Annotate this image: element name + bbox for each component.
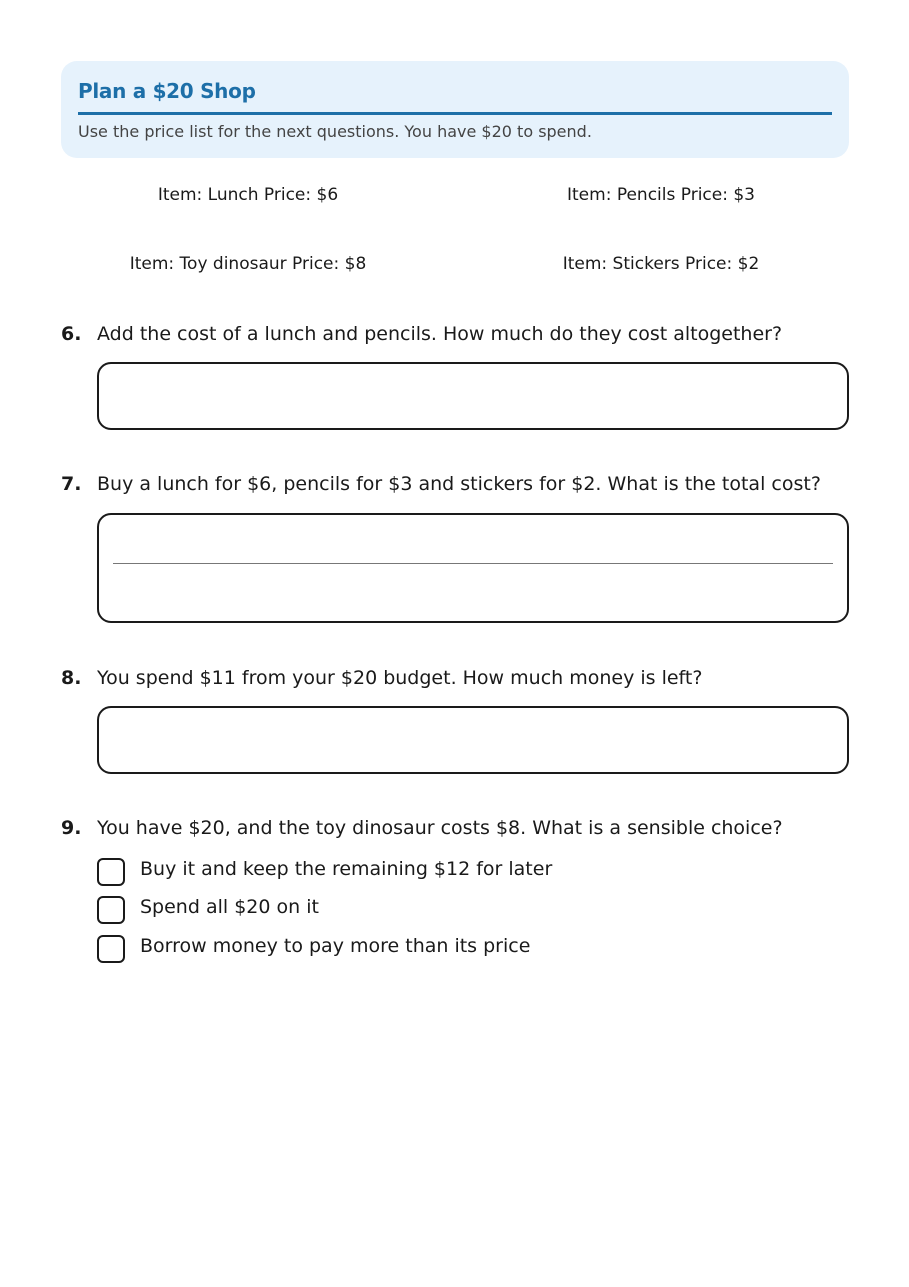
question-7-answer-box[interactable] — [97, 513, 849, 623]
checkbox[interactable] — [97, 935, 125, 963]
question-8-text: You spend $11 from your $20 budget. How much money is left? — [97, 667, 703, 689]
question-9-text: You have $20, and the toy dinosaur costs $8. What is a sensible choice? — [97, 817, 783, 839]
section-title: Plan a $20 Shop — [78, 79, 256, 103]
option-label: Borrow money to pay more than its price — [140, 935, 531, 957]
question-8-number: 8. — [61, 667, 82, 689]
title-divider — [78, 112, 832, 115]
checkbox[interactable] — [97, 896, 125, 924]
question-6-number: 6. — [61, 323, 82, 345]
question-9-number: 9. — [61, 817, 82, 839]
answer-writing-line — [113, 563, 833, 564]
price-item-lunch: Item: Lunch Price: $6 — [157, 185, 339, 205]
question-6-answer-box[interactable] — [97, 362, 849, 430]
section-instructions: Use the price list for the next questions. You have $20 to spend. — [78, 122, 592, 141]
option-label: Buy it and keep the remaining $12 for later — [140, 858, 553, 880]
price-item-stickers: Item: Stickers Price: $2 — [562, 254, 760, 274]
price-item-pencils: Item: Pencils Price: $3 — [567, 185, 755, 205]
question-8-answer-box[interactable] — [97, 706, 849, 774]
price-item-toy-dinosaur: Item: Toy dinosaur Price: $8 — [129, 254, 367, 274]
section-header — [61, 61, 849, 158]
question-7-text: Buy a lunch for $6, pencils for $3 and stickers for $2. What is the total cost? — [97, 473, 821, 495]
question-7-number: 7. — [61, 473, 82, 495]
checkbox[interactable] — [97, 858, 125, 886]
option-label: Spend all $20 on it — [140, 896, 319, 918]
question-6-text: Add the cost of a lunch and pencils. How much do they cost altogether? — [97, 323, 783, 345]
